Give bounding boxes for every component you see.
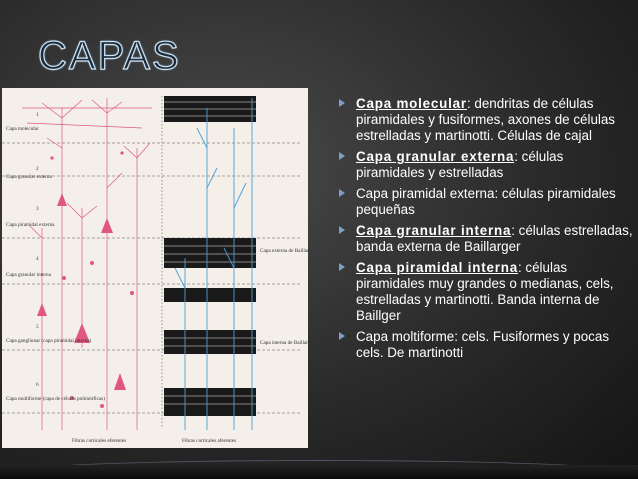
efferent-fibers-label: Fibras corticales eferentes: [72, 438, 127, 444]
layer-label: Capa granular interna: [6, 272, 51, 278]
layer-label: Capa multiforme (capa de células polimórficas): [6, 396, 105, 402]
list-item: [336, 149, 634, 181]
bullet-arrow-icon: [339, 99, 345, 107]
bullet-term: Capa granular interna: [356, 223, 512, 238]
neuron-dendrites: [22, 98, 152, 430]
layer-number: 4: [36, 256, 39, 262]
list-item: [336, 223, 634, 255]
list-item: [336, 260, 634, 324]
afferent-fibers-label: Fibras corticales aferentes: [182, 438, 237, 444]
footer-bar: [0, 465, 638, 479]
slide-title: CAPAS: [38, 34, 181, 78]
layer-number: 2: [36, 166, 39, 172]
bullet-arrow-icon: [339, 189, 345, 197]
bullet-text: : células piramidales y estrelladas: [356, 149, 564, 180]
list-item: [336, 96, 634, 144]
list-item: [336, 186, 634, 218]
baillarger-internal-label: Capa interna de Baillarger: [260, 340, 315, 346]
cortex-diagram: [2, 88, 316, 448]
layer-label: Capa molecular: [6, 126, 39, 132]
baillarger-external-label: Capa externa de Baillarger: [260, 248, 316, 254]
layer-boundaries: [2, 143, 302, 413]
layer-number: 3: [36, 206, 39, 212]
bullet-term: Capa piramidal interna: [356, 260, 518, 275]
bullet-arrow-icon: [339, 263, 345, 271]
myelin-bands: [164, 96, 256, 416]
layer-number: 1: [36, 112, 39, 118]
layer-number: 5: [36, 324, 39, 330]
bullet-term: Capa granular externa: [356, 149, 515, 164]
bullet-text: : dendritas de células piramidales y fusiformes, axones de células estrelladas y martinotti. Células de cajal: [356, 96, 616, 143]
layer-label: Capa piramidal externa: [6, 222, 55, 228]
layer-descriptions-list: [336, 96, 634, 366]
layer-label: Capa ganglionar (capa piramidal interna): [6, 338, 92, 344]
bullet-term: Capa molecular: [356, 96, 467, 111]
layer-label: Capa granular externa: [6, 174, 52, 180]
bullet-text: Capa moltiforme: cels. Fusiformes y pocas cels. De martinotti: [356, 329, 610, 360]
bullet-arrow-icon: [339, 152, 345, 160]
list-item: [336, 329, 634, 361]
layer-number: 6: [36, 382, 39, 388]
cortex-layers-figure: [2, 88, 316, 448]
bullet-text: : células piramidales muy grandes o medianas, cels, estrelladas y martinotti. Banda interna de Baillger: [356, 260, 614, 323]
bullet-arrow-icon: [339, 332, 345, 340]
bullet-arrow-icon: [339, 226, 345, 234]
bullet-text: : células estrelladas, banda externa de Baillarger: [356, 223, 633, 254]
neuron-somata: [37, 151, 134, 408]
bullet-text: Capa piramidal externa: células piramidales pequeñas: [356, 186, 616, 217]
layer-numbers: [36, 112, 39, 388]
